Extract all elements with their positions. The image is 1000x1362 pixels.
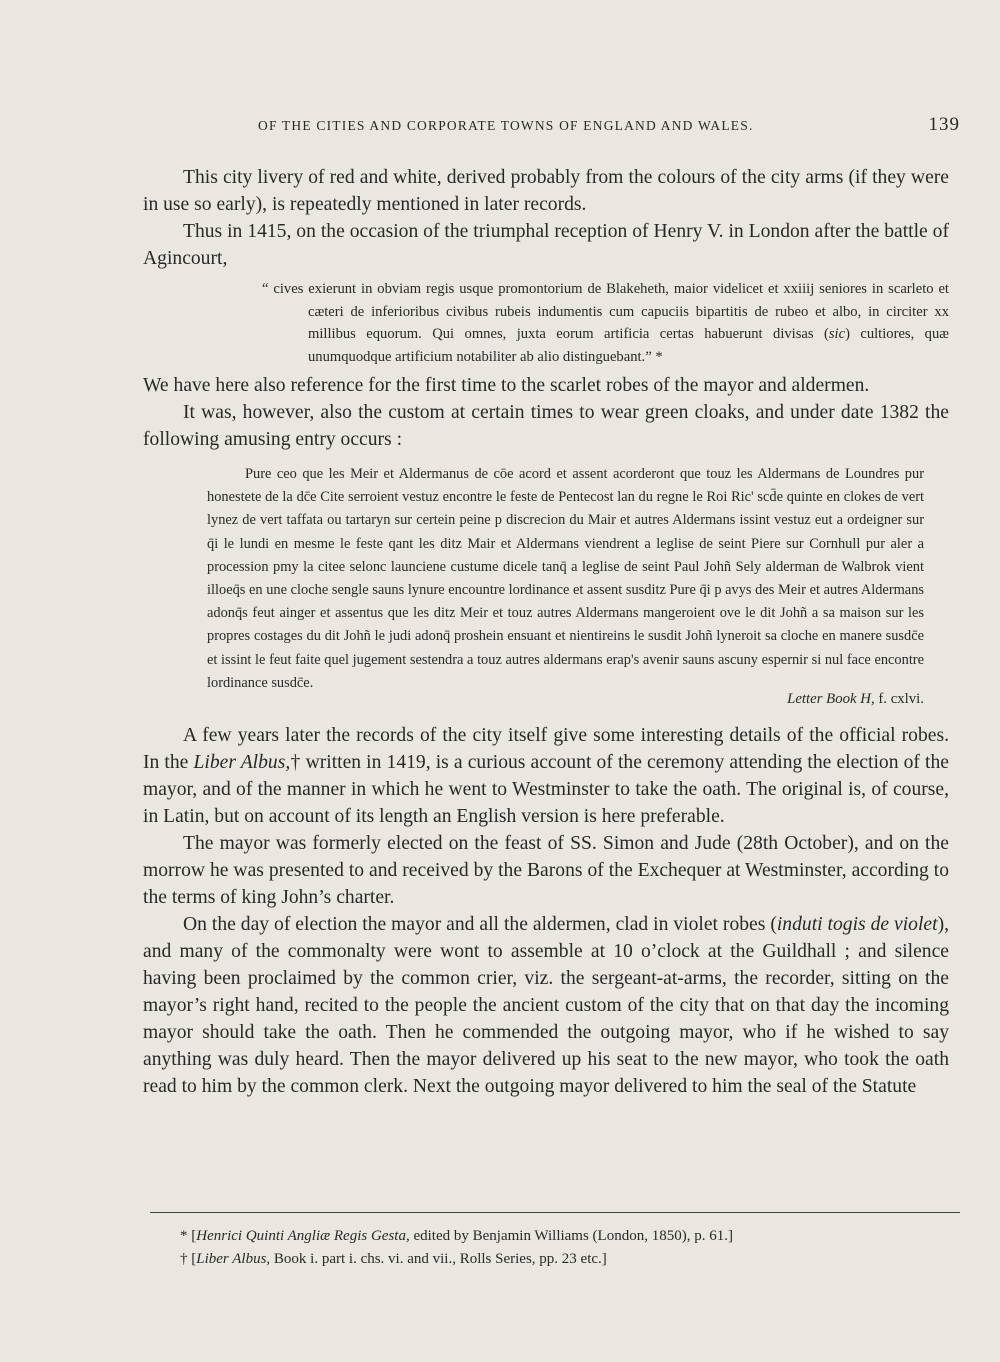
page-header	[150, 114, 960, 140]
footnotes	[150, 1212, 960, 1271]
paragraph-scarlet-robes: We have here also reference for the first time to the scarlet robes of the mayor and aldermen.	[143, 375, 870, 396]
latin-quotation-part-2: ) cultiores, quæ unumquodque artificium notabiliter ab alio distinguebant.” *	[308, 326, 949, 365]
election-day-part-2: ), and many of the commonalty were wont to assemble at 10 o’clock at the Guildhall ; and silence having been proclaimed by the common crier, viz. the sergeant-at-arms, the recorder, sitting on the mayor’s right hand, recited to the people the ancient custom of the city that on that day the incoming mayor should take the oath. Then he commended the outgoing mayor, who if he wished to say anything was duly heard. Then the mayor delivered up his seat to the new mayor, who took the oath read to him by the common clerk. Next the outgoing mayor delivered to him the seal of the Statute	[143, 914, 949, 1098]
latin-quotation-sic: sic	[828, 326, 846, 342]
paragraph-green-cloaks: It was, however, also the custom at certain times to wear green cloaks, and under date 1382 the following amusing entry occurs :	[143, 402, 949, 450]
liber-albus-title: Liber Albus,	[193, 752, 291, 774]
latin-quotation-part-1: “ cives exierunt in obviam regis usque promontorium de Blakeheth, maior videlicet et xxiiij seniores in scarleto et cæteri de inferioribus civibus rubeis indumentis cum capuciis bipartitis de rubeo et albo, in circiter xx millibus equorum. Qui omnes, juxta eorum artificia certas habuerunt divisas (	[262, 281, 949, 342]
footnote-1-mark: * [	[180, 1228, 197, 1244]
latin-quotation	[262, 278, 949, 368]
footnote-2-mark: † [	[180, 1251, 197, 1267]
paragraph-election-day	[143, 911, 949, 1100]
footnote-1-title: Henrici Quinti Angliæ Regis Gesta,	[196, 1228, 410, 1244]
paragraph-mayor-election: The mayor was formerly elected on the feast of SS. Simon and Jude (28th October), and on the morrow he was presented to and received by the Barons of the Exchequer at Westminster, according to the terms of king John’s charter.	[143, 833, 949, 909]
liber-albus-part-2: † written in 1419, is a curious account of the ceremony attending the election of the mayor, and of the manner in which he went to Westminster to take the oath. The original is, of course, in Latin, but on account of its length an English version is here preferable.	[143, 752, 949, 828]
footnote-1-rest: edited by Benjamin Williams (London, 1850), p. 61.]	[409, 1228, 733, 1244]
liber-albus-part-1: A few years later the records of the city itself give some interesting details of the official robes. In the	[143, 725, 949, 774]
citation-title: Letter Book H,	[787, 691, 875, 708]
footnote-2-title: Liber Albus,	[196, 1251, 271, 1267]
paragraph-city-livery: This city livery of red and white, derived probably from the colours of the city arms (if they were in use so early), is repeatedly mentioned in later records.	[143, 167, 949, 215]
footnote-2	[180, 1248, 960, 1271]
french-quotation: Pure ceo que les Meir et Aldermanus de cōe acord et assent acorderont que touz les Aldermans de Loundres pur honestete de la dc̄e Cite serroient vestuz encontre le feste de Pentecost lan du regne le Roi Ric' scd̄e quinte en clokes de vert lynez de vert taffata ou tartaryn sur certein peine p discrecion du Mair et autres Aldermans issint vestuz eut a ordeigner sur q̄i le lundi en mesme le feste qant les ditz Mair et Aldermans viendrent a leglise de seint Piere sur Cornhull pur aler a procession pmy la citee selonc launciene custume dicele tanq̄ a leglise de seint Paul Johñ Sely alderman de Walbrok vient illoeq̄s en une cloche sengle sauns lynure encountre lordinance et assent susditz Pure q̄i p avys des Meir et autres Aldermans adonq̄s feut ainger et assentus que les ditz Meir et touz autres Aldermans mangeroient ove le dit Johñ a sa maison sur les propres costages du dit Johñ le judi adonq̄ proshein ensuant et nientireins le susdit Johñ lyneroit sa cloche en manere susdc̄e et issint le feut faite quel jugement sestendra a touz autres aldermans erap's avenir sauns ascuny espernir si nul face encontre lordinance susdc̄e.	[207, 466, 924, 691]
election-day-latin: induti togis de violet	[776, 914, 938, 936]
running-head: OF THE CITIES AND CORPORATE TOWNS OF ENGLAND AND WALES.	[258, 118, 754, 133]
citation-folio: f. cxlvi.	[878, 691, 924, 708]
body-text	[143, 164, 949, 1100]
spacer	[143, 708, 949, 722]
footnote-2-rest: Book i. part i. chs. vi. and vii., Rolls Series, pp. 23 etc.]	[270, 1251, 607, 1267]
paragraph-agincourt: Thus in 1415, on the occasion of the triumphal reception of Henry V. in London after the battle of Agincourt,	[143, 221, 949, 269]
footnote-1	[180, 1225, 960, 1248]
election-day-part-1: On the day of election the mayor and all the aldermen, clad in violet robes (	[183, 914, 777, 936]
page-number: 139	[928, 114, 960, 135]
paragraph-liber-albus	[143, 722, 949, 830]
footnote-rule	[150, 1212, 960, 1213]
